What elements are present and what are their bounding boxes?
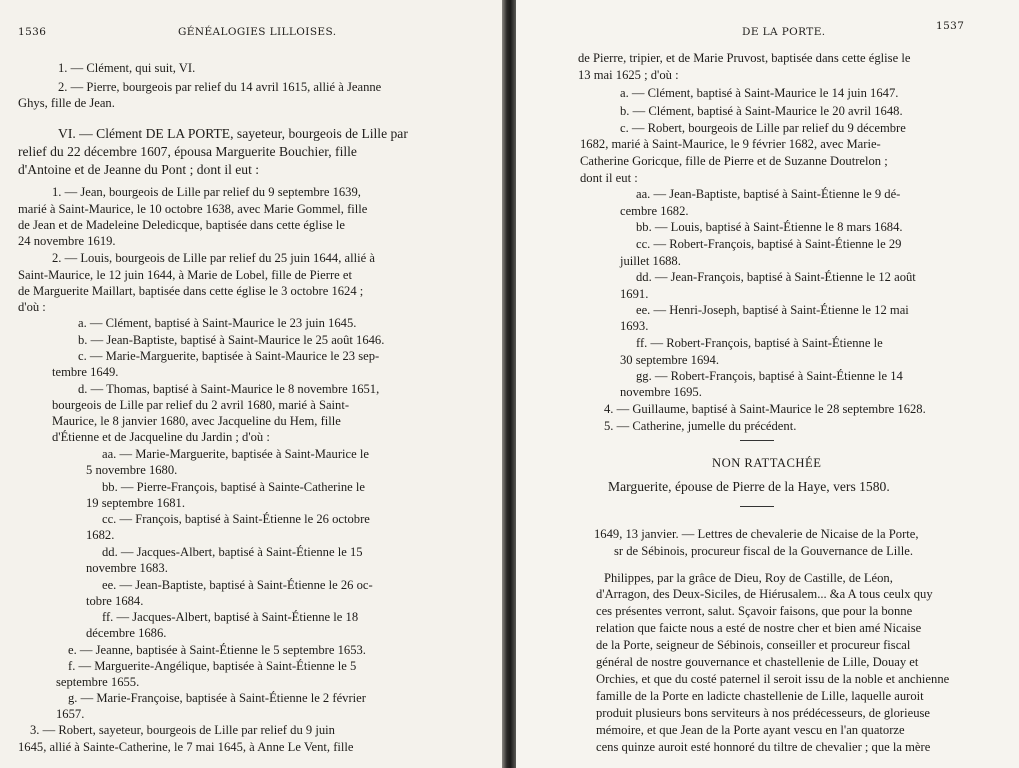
text-line: novembre 1683. (86, 561, 168, 575)
text-line: de Jean et de Madeleine Deledicque, baptisée dans cette église le (18, 218, 345, 232)
text-line: ee. — Jean-Baptiste, baptisé à Saint-Étienne le 26 oc- (102, 578, 373, 592)
right-running-title: DE LA PORTE. (742, 26, 826, 38)
text-line: 1645, allié à Sainte-Catherine, le 7 mai 1645, à Anne Le Vent, fille (18, 740, 354, 754)
text-line: a. — Clément, baptisé à Saint-Maurice le 23 juin 1645. (78, 316, 357, 330)
text-line: d'où : (18, 300, 46, 314)
text-line: 4. — Guillaume, baptisé à Saint-Maurice le 28 septembre 1628. (604, 402, 926, 416)
text-line: juillet 1688. (620, 254, 681, 268)
text-line: dont il eut : (580, 171, 638, 185)
text-line: sr de Sébinois, procureur fiscal de la Gouvernance de Lille. (614, 544, 913, 558)
left-page (0, 0, 502, 768)
book-gutter (502, 0, 516, 768)
text-line: gg. — Robert-François, baptisé à Saint-Étienne le 14 (636, 369, 903, 383)
text-line: de Marguerite Maillart, baptisée dans cette église le 3 octobre 1624 ; (18, 284, 364, 298)
text-line: 3. — Robert, sayeteur, bourgeois de Lille par relief du 9 juin (30, 723, 335, 737)
section-rule (740, 506, 774, 507)
text-line: dd. — Jean-François, baptisé à Saint-Étienne le 12 août (636, 270, 916, 284)
text-line: 1. — Jean, bourgeois de Lille par relief du 9 septembre 1639, (52, 185, 361, 199)
text-line: de la Porte, seigneur de Sébinois, conseiller et procureur fiscal (596, 638, 911, 652)
text-line: c. — Marie-Marguerite, baptisée à Saint-Maurice le 23 sep- (78, 349, 380, 363)
text-line: 2. — Louis, bourgeois de Lille par relief du 25 juin 1644, allié à (52, 251, 375, 265)
text-line: bb. — Pierre-François, baptisé à Sainte-Catherine le (102, 480, 365, 494)
text-line: de Pierre, tripier, et de Marie Pruvost, baptisée dans cette église le (578, 51, 911, 65)
text-line: cens quinze auroit esté honnoré du tiltre de chevalier ; que la mère (596, 740, 931, 754)
text-line: Saint-Maurice, le 12 juin 1644, à Marie de Lobel, fille de Pierre et (18, 268, 352, 282)
text-line: Marguerite, épouse de Pierre de la Haye, vers 1580. (608, 479, 890, 494)
text-line: 30 septembre 1694. (620, 353, 719, 367)
text-line: aa. — Jean-Baptiste, baptisé à Saint-Étienne le 9 dé- (636, 187, 901, 201)
text-line: produit plusieurs bons serviteurs à nos prédécesseurs, de glorieuse (596, 706, 931, 720)
text-line: mémoire, et que Jean de la Porte ayant vescu en l'an quatorze (596, 723, 905, 737)
text-line: relation que faicte nous a esté de nostre cher et bien amé Nicaise (596, 621, 922, 635)
text-line: marié à Saint-Maurice, le 10 octobre 1638, avec Marie Gommel, fille (18, 202, 368, 216)
text-line: a. — Clément, baptisé à Saint-Maurice le 14 juin 1647. (620, 86, 899, 100)
text-line: d. — Thomas, baptisé à Saint-Maurice le 8 novembre 1651, (78, 382, 380, 396)
text-line: 1657. (56, 707, 85, 721)
text-line: 5 novembre 1680. (86, 463, 178, 477)
text-line: aa. — Marie-Marguerite, baptisée à Saint-Maurice le (102, 447, 369, 461)
text-line: famille de la Porte en ladicte chastellenie de Lille, laquelle auroit (596, 689, 924, 703)
text-line: cc. — François, baptisé à Saint-Étienne le 26 octobre (102, 512, 370, 526)
text-line: ff. — Robert-François, baptisé à Saint-Étienne le (636, 336, 883, 350)
text-line: ee. — Henri-Joseph, baptisé à Saint-Étienne le 12 mai (636, 303, 909, 317)
text-line: 24 novembre 1619. (18, 234, 116, 248)
text-line: d'Étienne et de Jacqueline du Jardin ; d'où : (52, 430, 270, 444)
text-line: d'Arragon, des Deux-Siciles, de Hiérusalem... &a A tous ceulx quy (596, 587, 933, 601)
text-line: Philippes, par la grâce de Dieu, Roy de Castille, de Léon, (604, 571, 893, 585)
text-line: Orchies, et que du costé paternel il seroit issu de la noble et anchienne (596, 672, 950, 686)
text-line: 19 septembre 1681. (86, 496, 185, 510)
text-line: 2. — Pierre, bourgeois par relief du 14 avril 1615, allié à Jeanne (58, 80, 382, 94)
text-line: relief du 22 décembre 1607, épousa Marguerite Bouchier, fille (18, 144, 357, 159)
right-page (516, 0, 1019, 768)
text-line: VI. — Clément DE LA PORTE, sayeteur, bourgeois de Lille par (58, 126, 408, 141)
text-line: 1649, 13 janvier. — Lettres de chevalerie de Nicaise de la Porte, (594, 527, 919, 541)
text-line: 1682. (86, 528, 115, 542)
section-heading: NON RATTACHÉE (712, 456, 822, 470)
text-line: Catherine Goricque, fille de Pierre et de Suzanne Doutrelon ; (580, 154, 888, 168)
text-line: cembre 1682. (620, 204, 689, 218)
text-line: général de nostre gouvernance et chastellenie de Lille, Douay et (596, 655, 919, 669)
left-running-title: GÉNÉALOGIES LILLOISES. (178, 26, 337, 38)
text-line: d'Antoine et de Jeanne du Pont ; dont il eut : (18, 162, 260, 177)
text-line: tobre 1684. (86, 594, 144, 608)
text-line: g. — Marie-Françoise, baptisée à Saint-Étienne le 2 février (68, 691, 366, 705)
text-line: bourgeois de Lille par relief du 2 avril 1680, marié à Saint- (52, 398, 350, 412)
text-line: ces présentes verront, salut. Sçavoir faisons, que pour la bonne (596, 604, 913, 618)
text-line: 1691. (620, 287, 649, 301)
text-line: 1. — Clément, qui suit, VI. (58, 61, 196, 75)
text-line: 13 mai 1625 ; d'où : (578, 68, 679, 82)
text-line: c. — Robert, bourgeois de Lille par relief du 9 décembre (620, 121, 906, 135)
text-line: b. — Jean-Baptiste, baptisé à Saint-Maurice le 25 août 1646. (78, 333, 385, 347)
text-line: 5. — Catherine, jumelle du précédent. (604, 419, 797, 433)
text-line: 1693. (620, 319, 649, 333)
text-line: b. — Clément, baptisé à Saint-Maurice le 20 avril 1648. (620, 104, 903, 118)
text-line: septembre 1655. (56, 675, 140, 689)
text-line: e. — Jeanne, baptisée à Saint-Étienne le 5 septembre 1653. (68, 643, 366, 657)
text-line: dd. — Jacques-Albert, baptisé à Saint-Étienne le 15 (102, 545, 363, 559)
section-rule (740, 440, 774, 441)
text-line: tembre 1649. (52, 365, 119, 379)
text-line: novembre 1695. (620, 385, 702, 399)
text-line: f. — Marguerite-Angélique, baptisée à Saint-Étienne le 5 (68, 659, 357, 673)
text-line: Maurice, le 8 janvier 1680, avec Jacqueline du Hem, fille (52, 414, 341, 428)
text-line: ff. — Jacques-Albert, baptisé à Saint-Étienne le 18 (102, 610, 359, 624)
text-line: décembre 1686. (86, 626, 167, 640)
right-page-number: 1537 (936, 20, 965, 32)
text-line: cc. — Robert-François, baptisé à Saint-Étienne le 29 (636, 237, 902, 251)
text-line: bb. — Louis, baptisé à Saint-Étienne le 8 mars 1684. (636, 220, 903, 234)
left-page-number: 1536 (18, 26, 47, 38)
text-line: 1682, marié à Saint-Maurice, le 9 février 1682, avec Marie- (580, 137, 881, 151)
text-line: Ghys, fille de Jean. (18, 96, 115, 110)
